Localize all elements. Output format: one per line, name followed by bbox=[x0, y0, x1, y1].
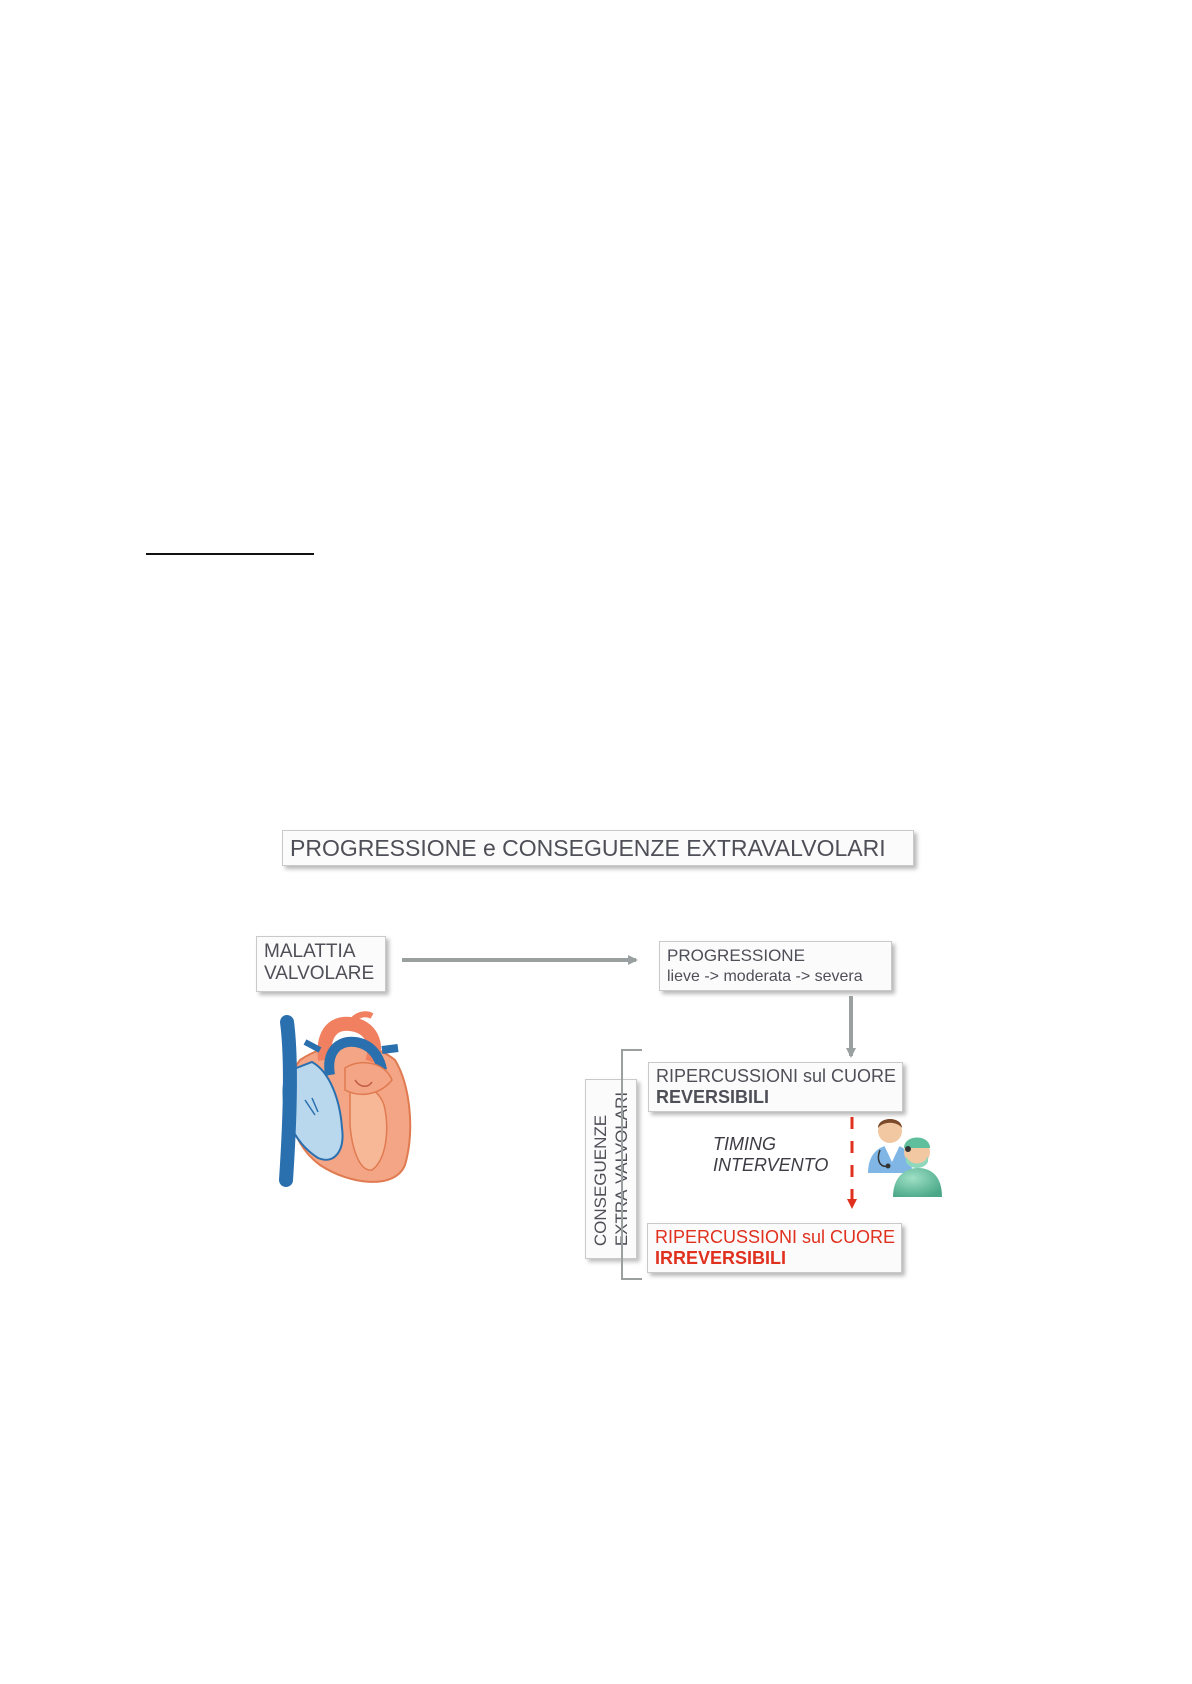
timing-line1: TIMING bbox=[713, 1134, 776, 1154]
conseguenze-line2: EXTRA-VALVOLARI bbox=[612, 1091, 631, 1247]
malattia-line2: VALVOLARE bbox=[264, 963, 375, 984]
malattia-line1: MALATTIA bbox=[264, 941, 356, 962]
irreversibili-line1: RIPERCUSSIONI sul CUORE bbox=[655, 1227, 896, 1247]
irreversibili-line2: IRREVERSIBILI bbox=[655, 1248, 787, 1268]
progressione-line1: PROGRESSIONE bbox=[667, 946, 805, 965]
heart-illustration-icon bbox=[284, 1014, 411, 1182]
reversibili-line2: REVERSIBILI bbox=[656, 1087, 770, 1107]
progressione-line2: lieve -> moderata -> severa bbox=[667, 968, 863, 985]
diagram-title: PROGRESSIONE e CONSEGUENZE EXTRAVALVOLARI bbox=[290, 835, 886, 861]
conseguenze-line1: CONSEGUENZE bbox=[591, 1114, 610, 1247]
conseguenze-bracket bbox=[622, 1050, 642, 1279]
reversibili-line1: RIPERCUSSIONI sul CUORE bbox=[656, 1066, 897, 1086]
timing-line2: INTERVENTO bbox=[713, 1155, 829, 1175]
